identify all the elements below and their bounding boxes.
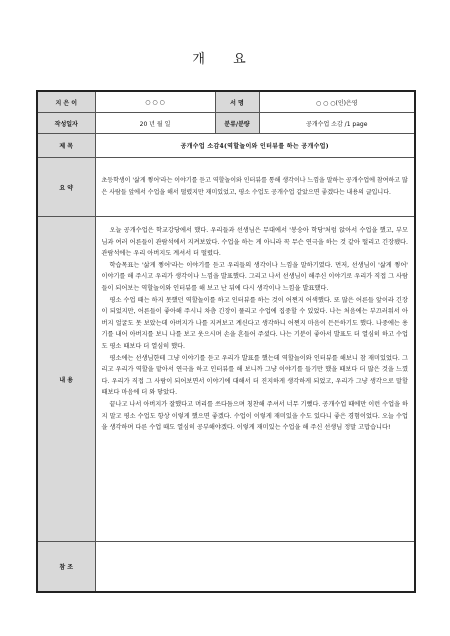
page-title: 개 요 xyxy=(192,52,258,67)
reference-value xyxy=(95,542,415,593)
date-value: 20 년 월 일 xyxy=(95,113,215,134)
sign-label: 서 명 xyxy=(215,91,259,113)
content-paragraph: 학습목표는 '삶게 찧어'라는 이야기를 듣고 우리들의 생각이나 느낌을 말하기였다. 먼저, 선생님이 '삶게 찧어' 이야기를 해 주시고 우리가 생각이나 느낌을 발표했다. 그리고 나서 선생님이 해주신 이야기로 우리가 직접 그 사람들이 되어보는 역할놀이와 인터뷰를 해 보고 난 뒤에 다시 생각이나 느낌을 발표했다. xyxy=(101,261,408,292)
category-value: 공개수업 소감 /1 page xyxy=(259,113,415,134)
content-label: 내 용 xyxy=(37,217,95,542)
category-label: 분류/분량 xyxy=(215,113,259,134)
content-paragraph: 끝나고 나서 아버지가 잘했다고 머리를 쓰다듬으며 칭찬해 주셔서 너무 기뻤다. 공개수업 때에만 이런 수업을 하지 말고 평소 수업도 항상 이렇게 했으면 좋겠다. 수업이 이렇게 재미있을 수도 있다니 좋은 경험이었다. 오늘 수업을 생각하며 다른 수업 때도 열심히 공부해야겠다. 이렇게 재미있는 수업을 해 주신 선생님 정말 고맙습니다! xyxy=(101,400,408,432)
content-body xyxy=(95,217,415,542)
author-label: 지 은 이 xyxy=(37,91,95,113)
title-label: 제 목 xyxy=(37,134,95,158)
reference-label: 참 조 xyxy=(37,542,95,593)
author-value: ○ ○ ○ xyxy=(95,91,215,113)
content-paragraph: 오늘 공개수업은 학교강당에서 했다. 우리들과 선생님은 무대에서 '봉숭아 학당'처럼 앉아서 수업을 했고, 부모님과 여러 어른들이 관람석에서 지켜보았다. 수업을 하는 게 아니라 꼭 무슨 연극을 하는 것 같아 떨리고 긴장됐다. 관람석에는 우리 아버지도 계셔서 더 떨렸다. xyxy=(101,227,408,258)
summary-text: 초등학생이 '삶게 찧어'라는 이야기를 듣고 역할놀이와 인터뷰를 통해 생각이나 느낌을 말하는 공개수업에 참여하고 많은 사람들 앞에서 수업을 해서 떨렸지만 재미있었고, 평소 수업도 공개수업 같았으면 좋겠다는 내용의 글입니다. xyxy=(95,158,415,217)
content-paragraph: 평소에는 선생님한테 그냥 이야기를 듣고 우리가 발표를 했는데 역할놀이와 인터뷰를 해보니 참 재미있었다. 그리고 우리가 역할을 맡아서 연극을 하고 인터뷰를 해 보니까 그냥 이야기를 들기만 했을 때보다 더 많은 것을 느꼈다. 우리가 직접 그 사람이 되어보면서 이야기에 대해서 더 진지하게 생각하게 되었고, 우리가 그냥 생각으로 말할 때보다 마음에 더 와 닿았다. xyxy=(101,354,408,397)
date-label: 작성일자 xyxy=(37,113,95,134)
sign-value: ○ ○ ○(인)은영 xyxy=(259,91,415,113)
summary-form xyxy=(36,90,416,593)
document-title: 공개수업 소감4(역할놀이와 인터뷰를 하는 공개수업) xyxy=(95,134,415,158)
summary-label: 요 약 xyxy=(37,158,95,217)
content-paragraph: 평소 수업 때는 하지 못했던 역할놀이를 하고 인터뷰를 하는 것이 어쩐지 어색했다. 또 많은 어른들 앞이라 긴장이 되었지만, 어른들이 좋아해 주시니 차츰 긴장이 풀리고 수업에 집중할 수 있었다. 나는 처음에는 부끄러워서 아버지 얼굴도 못 보았는데 아버지가 나를 지켜보고 계신다고 생각하니 어쩐지 마음이 든든하기도 했다. 나중에는 용기를 내어 아버지를 보니 나를 보고 웃으시며 손을 흔들어 주셨다. 나는 기분이 좋아서 발표도 더 열심히 하고 수업도 평소 때보다 더 열심히 했다. xyxy=(101,296,408,350)
